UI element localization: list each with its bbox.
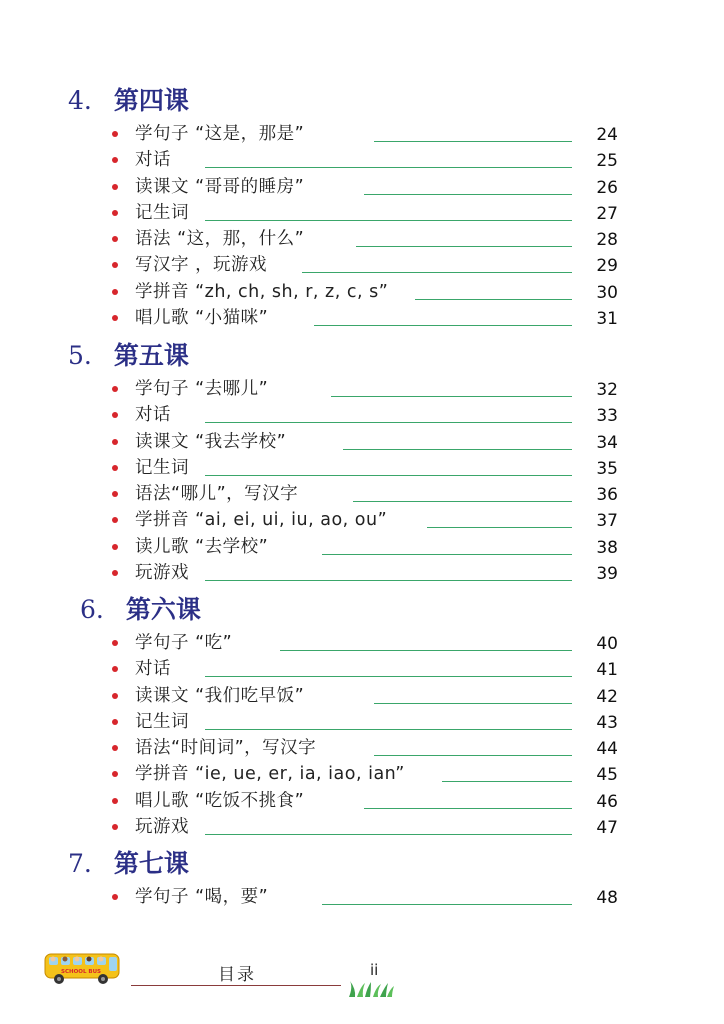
- entry-text: 学句子 “喝，要”: [135, 887, 269, 907]
- lesson-title: 第四课: [113, 86, 189, 115]
- bullet-icon: [112, 771, 118, 777]
- leader-line: [364, 808, 572, 809]
- entry-text: 玩游戏: [135, 563, 189, 584]
- lesson-title: 第七课: [113, 849, 189, 878]
- toc-entry[interactable]: [112, 761, 622, 787]
- bullet-icon: [112, 412, 118, 418]
- leader-line: [322, 554, 572, 555]
- entry-text: 语法“哪儿”，写汉字: [135, 484, 299, 505]
- entry-text: 读儿歌 “去学校”: [135, 536, 269, 557]
- footer-page-number: ii: [370, 961, 379, 979]
- footer-divider: [131, 985, 341, 986]
- bullet-icon: [112, 745, 118, 751]
- lesson-heading: [80, 592, 201, 628]
- toc-entry[interactable]: [112, 455, 622, 481]
- entry-text: 读课文 “我们吃早饭”: [135, 685, 305, 706]
- leader-line: [374, 141, 572, 142]
- entry-text: 对话: [135, 659, 171, 680]
- page-number: 43: [596, 712, 618, 733]
- toc-entry[interactable]: [112, 507, 622, 533]
- leader-line: [353, 501, 572, 502]
- page-number: 34: [596, 432, 618, 453]
- entry-text: 读课文 “我去学校”: [135, 431, 287, 452]
- lesson-heading: [68, 846, 189, 882]
- leader-line: [331, 396, 572, 397]
- bullet-icon: [112, 640, 118, 646]
- toc-entry[interactable]: [112, 376, 622, 402]
- lesson-heading: [68, 338, 189, 374]
- entry-text: 玩游戏: [135, 817, 189, 838]
- bullet-icon: [112, 131, 118, 137]
- page-number: 36: [596, 485, 618, 506]
- bullet-icon: [112, 719, 118, 725]
- entry-text: 读课文 “哥哥的睡房”: [135, 176, 305, 197]
- bullet-icon: [112, 544, 118, 550]
- page-number: 45: [596, 765, 618, 786]
- toc-entry[interactable]: [112, 630, 622, 656]
- leader-line: [205, 834, 572, 835]
- entry-text: 唱儿歌 “吃饭不挑食”: [135, 790, 305, 811]
- page-number: 39: [596, 564, 618, 585]
- lesson-items: [112, 884, 622, 910]
- bullet-icon: [112, 210, 118, 216]
- toc-entry[interactable]: [112, 735, 622, 761]
- page-number: 30: [596, 282, 618, 303]
- toc-entry[interactable]: [112, 305, 622, 331]
- toc-entry[interactable]: [112, 121, 622, 147]
- page-number: 32: [596, 380, 618, 400]
- lesson-heading: [68, 83, 189, 119]
- entry-text: 学句子 “吃”: [135, 633, 233, 653]
- lesson-title: 第五课: [113, 341, 189, 370]
- page-number: 44: [596, 739, 618, 760]
- bullet-icon: [112, 517, 118, 523]
- entry-text: 学句子 “去哪儿”: [135, 379, 269, 399]
- toc-entry[interactable]: [112, 884, 622, 910]
- page-number: 40: [596, 634, 618, 654]
- lesson-items: [112, 630, 622, 840]
- entry-text: 学拼音 “ai, ei, ui, iu, ao, ou”: [135, 510, 388, 531]
- page-number: 26: [596, 177, 618, 198]
- leader-line: [427, 527, 572, 528]
- entry-text: 唱儿歌 “小猫咪”: [135, 308, 269, 329]
- footer-title: 目录: [218, 965, 256, 985]
- page-number: 25: [596, 151, 618, 172]
- page-number: 38: [596, 537, 618, 558]
- lesson-items: [112, 376, 622, 586]
- entry-text: 语法 “这，那，什么”: [135, 229, 305, 250]
- page-number: 28: [596, 230, 618, 251]
- page-number: 46: [596, 791, 618, 812]
- toc-entry[interactable]: [112, 814, 622, 840]
- toc-entry[interactable]: [112, 174, 622, 200]
- toc-entry[interactable]: [112, 279, 622, 305]
- leader-line: [205, 167, 572, 168]
- toc-entry[interactable]: [112, 200, 622, 226]
- bullet-icon: [112, 386, 118, 392]
- leader-line: [280, 650, 572, 651]
- entry-text: 对话: [135, 405, 171, 426]
- bullet-icon: [112, 798, 118, 804]
- leader-line: [343, 449, 572, 450]
- grass-icon: [347, 981, 395, 997]
- leader-line: [374, 703, 572, 704]
- leader-line: [442, 781, 572, 782]
- entry-text: 学拼音 “ie, ue, er, ia, iao, ian”: [135, 764, 405, 785]
- entry-text: 写汉字 ，玩游戏: [135, 255, 268, 276]
- page-number: 24: [596, 125, 618, 145]
- lesson-number: 4.: [68, 86, 92, 115]
- bullet-icon: [112, 315, 118, 321]
- page-number: 37: [596, 511, 618, 532]
- bullet-icon: [112, 184, 118, 190]
- page-number: 27: [596, 203, 618, 224]
- leader-line: [364, 194, 572, 195]
- bullet-icon: [112, 824, 118, 830]
- leader-line: [205, 676, 572, 677]
- toc-entry[interactable]: [112, 788, 622, 814]
- page-number: 29: [596, 256, 618, 277]
- bullet-icon: [112, 289, 118, 295]
- bullet-icon: [112, 465, 118, 471]
- lesson-number: 5.: [68, 341, 92, 370]
- bullet-icon: [112, 693, 118, 699]
- page-number: 35: [596, 458, 618, 479]
- page-number: 47: [596, 818, 618, 839]
- lesson-number: 7.: [68, 849, 92, 878]
- entry-text: 记生词: [135, 711, 189, 732]
- toc-entry[interactable]: [112, 226, 622, 252]
- lesson-number: 6.: [80, 595, 104, 624]
- entry-text: 语法“时间词”，写汉字: [135, 738, 317, 759]
- bullet-icon: [112, 236, 118, 242]
- entry-text: 记生词: [135, 202, 189, 223]
- toc-entry[interactable]: [112, 709, 622, 735]
- leader-line: [205, 580, 572, 581]
- bullet-icon: [112, 262, 118, 268]
- bullet-icon: [112, 157, 118, 163]
- lesson-title: 第六课: [125, 595, 201, 624]
- page-number: 31: [596, 309, 618, 330]
- toc-entry[interactable]: [112, 683, 622, 709]
- toc-entry[interactable]: [112, 656, 622, 682]
- leader-line: [322, 904, 572, 905]
- toc-entry[interactable]: [112, 429, 622, 455]
- entry-text: 记生词: [135, 457, 189, 478]
- toc-entry[interactable]: [112, 534, 622, 560]
- leader-line: [205, 220, 572, 221]
- bullet-icon: [112, 439, 118, 445]
- toc-entry[interactable]: [112, 481, 622, 507]
- entry-text: 对话: [135, 150, 171, 171]
- school-bus-icon: [43, 948, 123, 988]
- entry-text: 学拼音 “zh, ch, sh, r, z, c, s”: [135, 281, 389, 302]
- toc-entry[interactable]: [112, 252, 622, 278]
- page-number: 42: [596, 686, 618, 707]
- entry-text: 学句子 “这是，那是”: [135, 124, 305, 144]
- toc-entry[interactable]: [112, 560, 622, 586]
- leader-line: [205, 729, 572, 730]
- leader-line: [314, 325, 572, 326]
- page-number: 33: [596, 406, 618, 427]
- lesson-items: [112, 121, 622, 331]
- bullet-icon: [112, 894, 118, 900]
- leader-line: [205, 422, 572, 423]
- leader-line: [302, 272, 572, 273]
- page-number: 48: [596, 888, 618, 908]
- page-number: 41: [596, 660, 618, 681]
- leader-line: [356, 246, 572, 247]
- toc-entry[interactable]: [112, 402, 622, 428]
- leader-line: [205, 475, 572, 476]
- leader-line: [374, 755, 572, 756]
- leader-line: [415, 299, 572, 300]
- bullet-icon: [112, 570, 118, 576]
- toc-entry[interactable]: [112, 147, 622, 173]
- bus-label: SCHOOL BUS: [61, 969, 101, 975]
- bullet-icon: [112, 491, 118, 497]
- bullet-icon: [112, 666, 118, 672]
